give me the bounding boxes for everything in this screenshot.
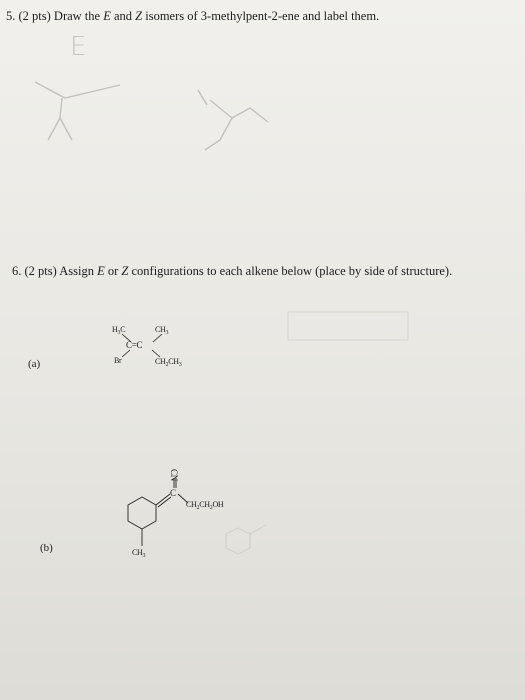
question-5-number: 5. xyxy=(6,9,16,23)
question-5-text-before: Draw the xyxy=(53,9,104,23)
question-5-z-italic: Z xyxy=(135,9,143,23)
question-6-points: (2 pts) xyxy=(24,264,57,278)
question-6-z-italic: Z xyxy=(121,264,129,278)
question-6-text-before: Assign xyxy=(59,264,98,278)
question-5-points: (2 pts) xyxy=(18,9,51,23)
question-5-text-after: isomers of 3-methylpent-2-ene and label them. xyxy=(142,9,380,23)
alkene-a-bottom-left-group: Br xyxy=(114,356,122,365)
question-5-text-and: and xyxy=(110,9,136,23)
alkene-b-methyl-group: $CH_3$ xyxy=(132,548,146,559)
alkene-b-hydroxyethyl-group: $CH_2CH_2OH$ xyxy=(186,500,224,511)
question-6-text-after: configurations to each alkene below (place by side of structure). xyxy=(128,264,453,278)
part-a-label: (a) xyxy=(28,358,41,370)
part-b-label: (b) xyxy=(40,542,53,554)
alkene-a-double-bond: C=C xyxy=(126,340,143,350)
alkene-a-top-left-group: $H_3C$ xyxy=(112,325,126,336)
question-6-e-italic: E xyxy=(97,264,105,278)
alkene-a-bottom-right-group: $CH_2CH_3$ xyxy=(155,357,182,368)
handwritten-e-label: E xyxy=(70,32,87,62)
question-6-text-or: or xyxy=(104,264,122,278)
alkene-a-top-right-group: $CH_3$ xyxy=(155,325,169,336)
question-5-e-italic: E xyxy=(103,9,111,23)
alkene-b-cyano-group: CN xyxy=(168,469,179,481)
alkene-b-vinyl-carbon: C xyxy=(170,488,176,498)
question-6-number: 6. xyxy=(12,264,22,278)
